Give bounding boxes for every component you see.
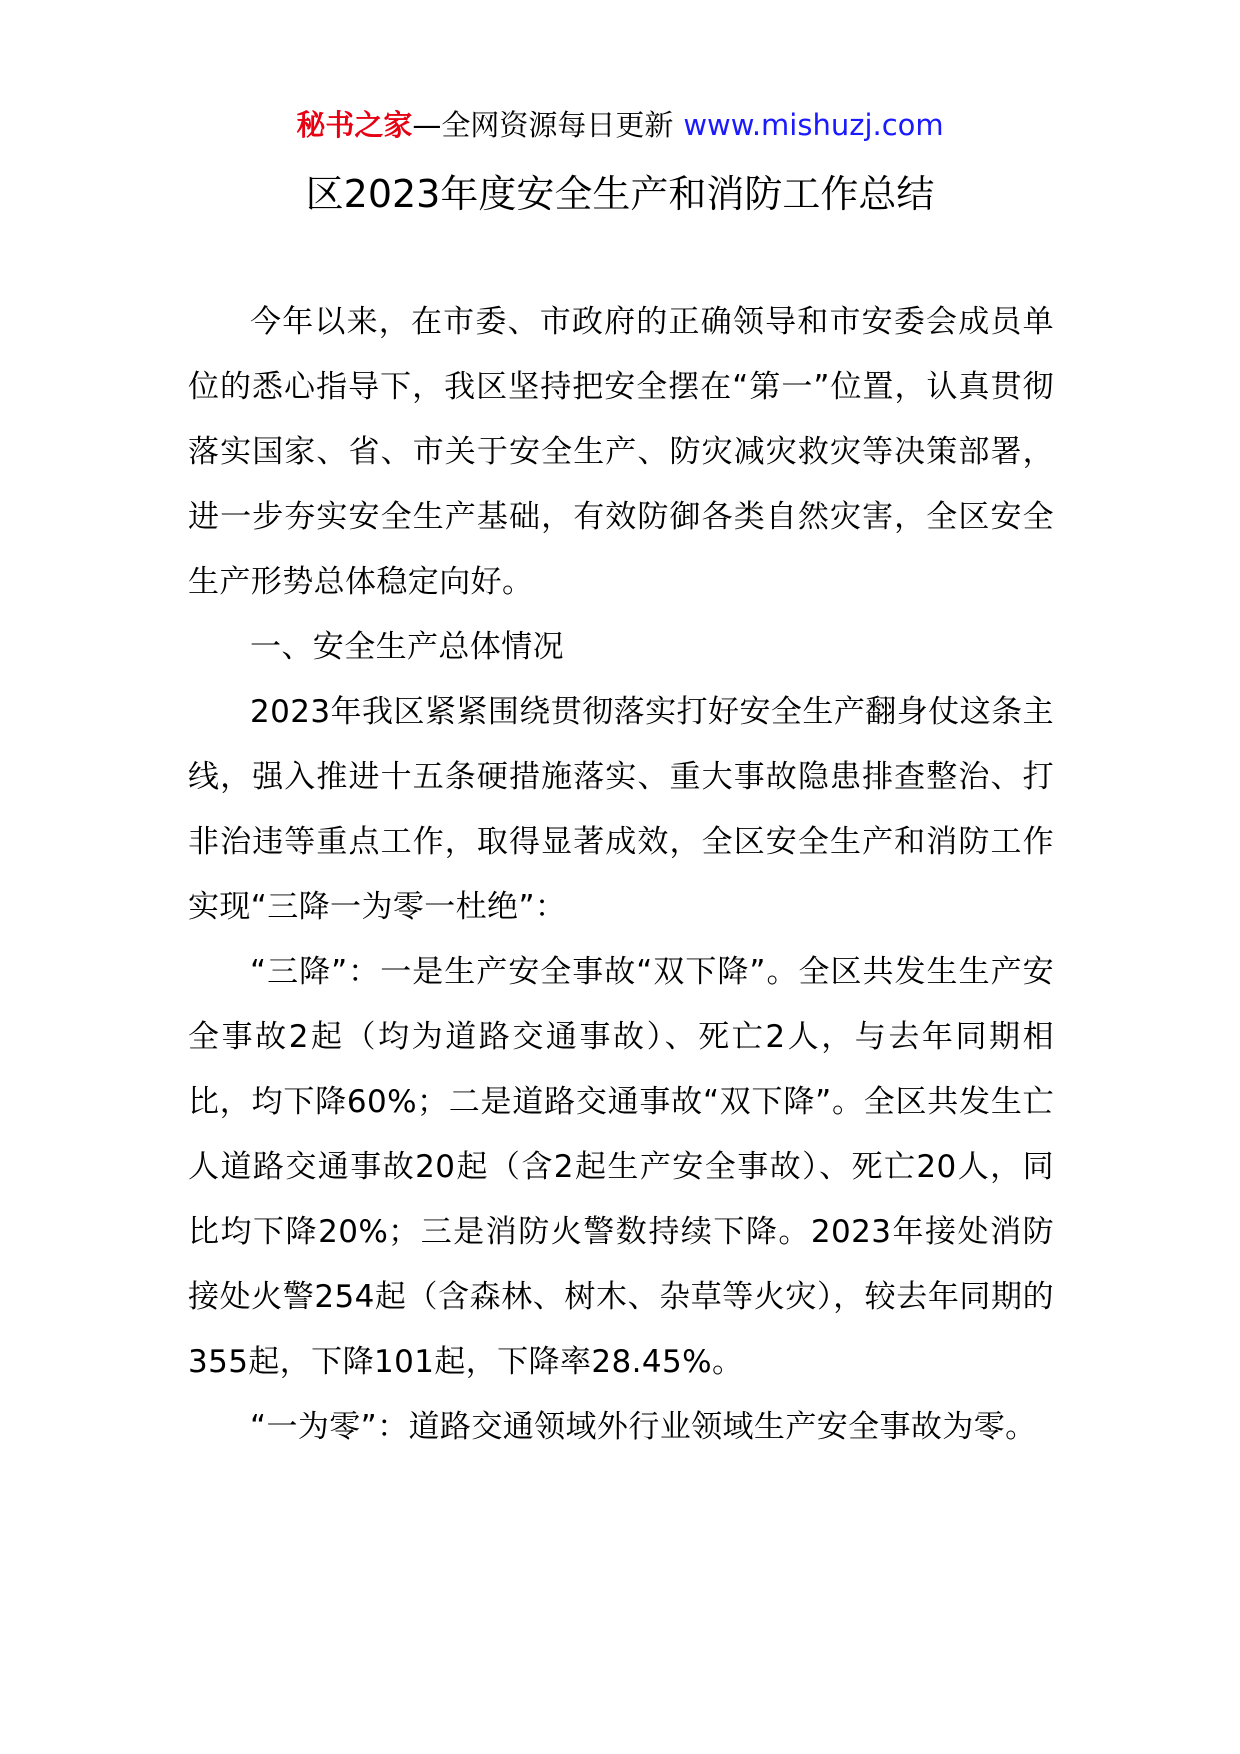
site-url-link[interactable]: www.mishuzj.com	[683, 108, 944, 142]
paragraph-intro: 今年以来，在市委、市政府的正确领导和市安委会成员单位的悉心指导下，我区坚持把安全摆在“第一”位置，认真贯彻落实国家、省、市关于安全生产、防灾减灾救灾等决策部署，进一步夯实安全生产基础，有效防御各类自然灾害，全区安全生产形势总体稳定向好。	[188, 304, 1054, 600]
document-body	[188, 290, 1054, 1460]
brand-name: 秘书之家	[296, 108, 413, 142]
paragraph-overview: 2023年我区紧紧围绕贯彻落实打好安全生产翻身仗这条主线，强入推进十五条硬措施落实、重大事故隐患排查整治、打非治违等重点工作，取得显著成效，全区安全生产和消防工作实现“三降一为零一杜绝”：	[188, 694, 1054, 925]
site-header	[0, 100, 1240, 150]
site-slogan: —全网资源每日更新	[412, 108, 674, 142]
paragraph-one-zero: “一为零”：道路交通领域外行业领域生产安全事故为零。	[250, 1409, 1037, 1445]
section-heading: 一、安全生产总体情况	[250, 629, 564, 665]
document-title: 区2023年度安全生产和消防工作总结	[305, 172, 935, 216]
paragraph-three-decreases: “三降”：一是生产安全事故“双下降”。全区共发生生产安全事故2起（均为道路交通事故）、死亡2人，与去年同期相比，均下降60%；二是道路交通事故“双下降”。全区共发生亡人道路交通事故20起（含2起生产安全事故）、死亡20人，同比均下降20%；三是消防火警数持续下降。2023年接处消防接处火警254起（含森林、树木、杂草等火灾），较去年同期的355起，下降101起，下降率28.45%。	[188, 954, 1054, 1380]
